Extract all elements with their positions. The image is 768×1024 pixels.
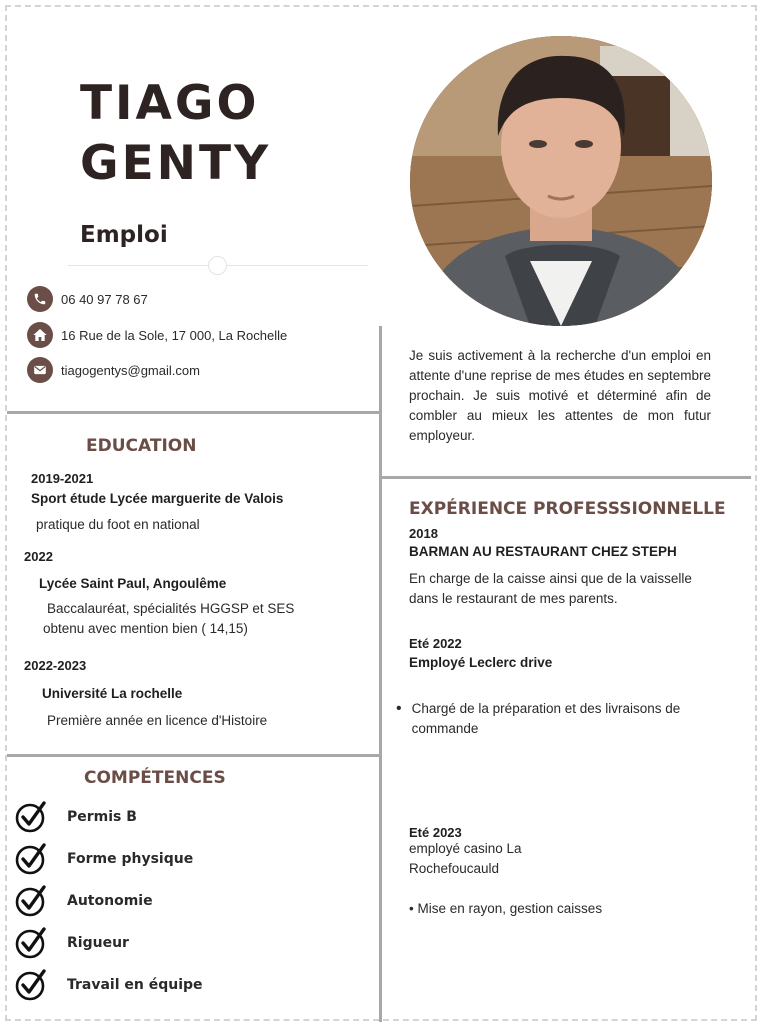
skill-label: Permis B	[67, 809, 137, 825]
checkmark-icon	[14, 842, 48, 876]
contact-address	[27, 322, 287, 348]
home-icon	[27, 322, 53, 348]
experience-description: • Mise en rayon, gestion caisses	[409, 901, 603, 916]
education-detail: Baccalauréat, spécialités HGGSP et SES obtenu avec mention bien ( 14,15)	[43, 601, 295, 636]
education-school: Lycée Saint Paul, Angoulême	[39, 576, 227, 591]
full-name	[80, 74, 271, 194]
mail-icon	[27, 357, 53, 383]
education-years: 2022	[24, 549, 53, 564]
profile-summary: Je suis activement à la recherche d'un emploi en attente d'une reprise de mes études en septembre prochain. Je suis motivé et déterminé afin de combler au mieux les attentes de mon futur employeur.	[409, 348, 711, 443]
divider-experience-top	[382, 476, 751, 479]
education-detail: Première année en licence d'Histoire	[47, 713, 268, 728]
skill-item	[14, 842, 193, 876]
checkmark-icon	[14, 884, 48, 918]
experience-role: BARMAN AU RESTAURANT CHEZ STEPH	[409, 544, 677, 559]
checkmark-icon	[14, 926, 48, 960]
experience-role: Employé Leclerc drive	[409, 655, 553, 670]
skills-title: COMPÉTENCES	[84, 768, 226, 788]
skill-label: Forme physique	[67, 851, 194, 867]
education-detail: pratique du foot en national	[36, 517, 200, 532]
experience-description: En charge de la caisse ainsi que de la vaisselle dans le restaurant de mes parents.	[409, 571, 692, 606]
last-name: GENTY	[80, 136, 272, 191]
experience-bullet	[396, 699, 706, 739]
experience-title: EXPÉRIENCE PROFESSSIONNELLE	[409, 499, 726, 519]
skill-item	[14, 968, 203, 1002]
experience-description: Chargé de la préparation et des livraisons de commande	[411, 701, 681, 736]
contact-email	[27, 357, 200, 383]
job-title: Emploi	[80, 222, 168, 248]
divider-skills-top	[7, 754, 379, 757]
education-years: 2019-2021	[31, 471, 94, 486]
skill-item	[14, 884, 153, 918]
phone-number: 06 40 97 78 67	[61, 291, 148, 307]
phone-icon	[27, 286, 53, 312]
divider-education-top	[7, 411, 379, 414]
education-title: EDUCATION	[86, 436, 197, 456]
skill-label: Autonomie	[67, 893, 153, 909]
bullet-icon: •	[396, 700, 402, 717]
experience-role: employé casino La Rochefoucauld	[409, 841, 522, 876]
skill-label: Travail en équipe	[67, 977, 203, 993]
checkmark-icon	[14, 968, 48, 1002]
profile-photo	[410, 36, 712, 326]
skill-label: Rigueur	[67, 935, 129, 951]
skill-item	[14, 926, 129, 960]
experience-date: Eté 2022	[409, 636, 462, 651]
education-years: 2022-2023	[24, 658, 87, 673]
decorative-circle	[208, 256, 227, 275]
experience-date: Eté 2023	[409, 825, 462, 840]
education-school: Université La rochelle	[42, 686, 183, 701]
first-name: TIAGO	[80, 76, 260, 131]
checkmark-icon	[14, 800, 48, 834]
column-divider	[379, 326, 382, 1022]
email-text: tiagogentys@gmail.com	[61, 362, 200, 378]
skill-item	[14, 800, 137, 834]
address-text: 16 Rue de la Sole, 17 000, La Rochelle	[61, 327, 288, 343]
education-school: Sport étude Lycée marguerite de Valois	[31, 491, 284, 506]
experience-date: 2018	[409, 526, 438, 541]
contact-phone	[27, 286, 148, 312]
